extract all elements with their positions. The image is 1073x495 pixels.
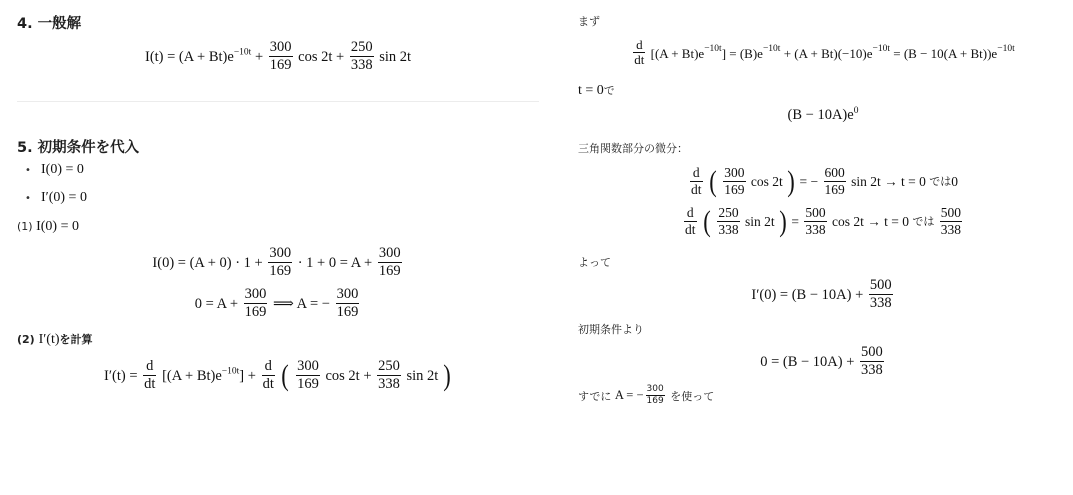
section-heading-initial-conditions: 5. 初期条件を代入 xyxy=(17,140,140,156)
fraction: $\frac{300}{169}$ xyxy=(297,358,319,392)
fraction: $\frac{250}{338}$ xyxy=(718,205,739,237)
fraction: $\frac{500}{338}$ xyxy=(940,205,961,237)
section-heading-general-solution: 4. 一般解 xyxy=(17,16,82,32)
fraction: $\frac{d}{dt}$ xyxy=(262,358,274,392)
fraction: $\frac{300}{169}$ xyxy=(336,286,359,320)
fraction: $\frac{300}{169}$ xyxy=(646,384,664,406)
equation-trig-sin-derivative: $\frac{d}{dt}$ ( $\frac{250}{338}$ sin 2t ) = $\frac{500}{338}$ cos 2t → t = 0 では $\frac{500}{338}$ xyxy=(685,204,961,238)
fraction: $\frac{300}{169}$ xyxy=(269,245,292,279)
fraction: $\frac{250}{338}$ xyxy=(378,358,400,392)
already-known-A-text: すでに A = − $\frac{300}{169}$ を使って xyxy=(578,384,715,406)
equation-I0-substitution: I(0) = (A + 0) · 1 + $\frac{300}{169}$ · 1 + 0 = A + $\frac{300}{169}$ xyxy=(152,245,401,279)
fraction: $\frac{250}{338}$ xyxy=(350,39,373,73)
general-solution-equation: $I(t) = (A + Bt)e^{-10t}$ + $\frac{300}{169}$ cos 2t + $\frac{250}{338}$ sin 2t xyxy=(144,39,412,73)
equation-at-zero: $(B - 10A)e^0$ xyxy=(787,106,859,124)
fraction: $\frac{d}{dt}$ xyxy=(144,358,156,392)
equation-I-prime-zero: I′(0) = (B − 10A) + $\frac{500}{338}$ xyxy=(751,277,892,311)
equation-solve-A: 0 = A + $\frac{300}{169}$ ⟹ A = − $\frac{300}{169}$ xyxy=(194,286,359,320)
step-1-label: (1) I(0) = 0 xyxy=(17,219,79,234)
therefore-text: よって xyxy=(578,256,611,269)
intro-text: まず xyxy=(578,15,600,28)
from-initial-condition-text: 初期条件より xyxy=(578,323,644,336)
fraction: $\frac{300}{169}$ xyxy=(244,286,267,320)
fraction: $\frac{500}{338}$ xyxy=(861,344,883,378)
fraction: $\frac{d}{dt}$ xyxy=(634,37,645,68)
fraction: $\frac{600}{169}$ xyxy=(824,165,845,197)
equation-zero-condition: 0 = (B − 10A) + $\frac{500}{338}$ xyxy=(760,344,883,378)
section-divider xyxy=(17,101,539,102)
fraction: $\frac{300}{169}$ xyxy=(724,165,745,197)
equation-trig-cos-derivative: $\frac{d}{dt}$ ( $\frac{300}{169}$ cos 2t ) = − $\frac{600}{169}$ sin 2t → t = 0 では0 xyxy=(691,164,958,198)
trig-derivative-label: 三角関数部分の微分： xyxy=(578,142,688,155)
fraction: $\frac{300}{169}$ xyxy=(378,245,401,279)
equation-derivative-I: I′(t) = $\frac{d}{dt}$ $[(A + Bt)e^{-10t}]$ + $\frac{d}{dt}$ ( $\frac{300}{169}$ cos 2t + $\frac{250}{338}$ sin 2t ) xyxy=(104,358,451,392)
bullet-item: I′(0) = 0 xyxy=(41,190,87,205)
bullet-dot-icon: • xyxy=(25,193,31,204)
at-zero-label: t = 0で xyxy=(578,83,615,98)
fraction: $\frac{500}{338}$ xyxy=(869,277,892,311)
equation-derivative-exponential: $\frac{d}{dt}$ $[(A + Bt)e^{-10t}] = (B)e^{-10t} + (A + Bt)(-10)e^{-10t} = (B - 10(A + Bt))e^{-10t}$ xyxy=(634,37,1015,68)
fraction: $\frac{d}{dt}$ xyxy=(691,165,702,197)
step-2-label: (2) I′(t)を計算 xyxy=(17,332,93,347)
fraction: $\frac{500}{338}$ xyxy=(805,205,826,237)
bullet-item: I(0) = 0 xyxy=(41,162,84,177)
bullet-dot-icon: • xyxy=(25,165,31,176)
fraction: $\frac{d}{dt}$ xyxy=(685,205,696,237)
fraction: $\frac{300}{169}$ xyxy=(269,39,292,73)
